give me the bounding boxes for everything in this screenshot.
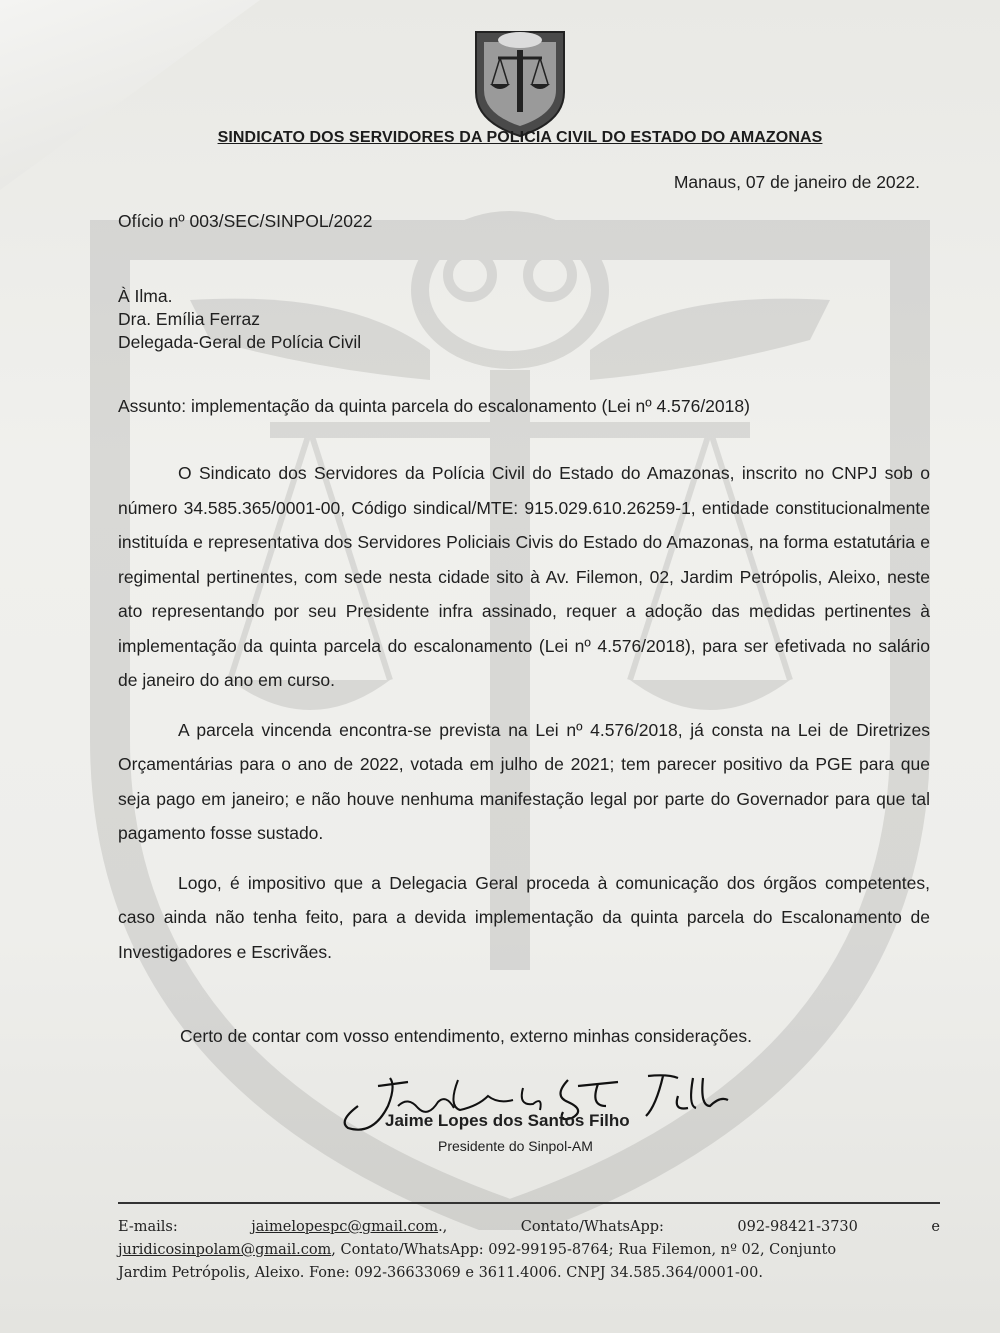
email-group: [251, 1216, 447, 1239]
phone-number: 092-98421-3730: [737, 1219, 858, 1235]
footer-line: [118, 1239, 940, 1262]
footer-line: Jardim Petrópolis, Aleixo. Fone: 092-36633069 e 3611.4006. CNPJ 34.585.364/0001-00.: [118, 1265, 763, 1281]
footer-divider: [118, 1202, 940, 1204]
addressee-line: Delegada-Geral de Polícia Civil: [118, 332, 362, 352]
signatory-name: Jaime Lopes dos Santos Filho: [385, 1111, 630, 1130]
letter-reference: Ofício nº 003/SEC/SINPOL/2022: [118, 211, 373, 231]
addressee-block: [118, 285, 361, 354]
conjunction-text: e: [931, 1219, 940, 1235]
signatory-role: Presidente do Sinpol-AM: [438, 1138, 593, 1154]
body-paragraph: A parcela vincenda encontra-se prevista na Lei nº 4.576/2018, já consta na Lei de Diretrizes Orçamentárias para o ano de 2022, votada em julho de 2021; tem parecer positivo da PGE para que seja pago em janeiro; e não houve nenhuma manifestação legal por parte do Governador para que tal pagamento fosse sustado.: [118, 719, 930, 843]
email-link[interactable]: juridicosinpolam@gmail.com: [118, 1242, 332, 1258]
body-paragraph: Logo, é impositivo que a Delegacia Geral proceda à comunicação dos órgãos competentes, caso ainda não tenha feito, para a devida implementação da quinta parcela do Escalonamento de Investigadores e Escrivães.: [118, 872, 930, 962]
letter-body: [118, 456, 930, 984]
letter-subject: Assunto: implementação da quinta parcela do escalonamento (Lei nº 4.576/2018): [118, 396, 750, 416]
emails-label: E-mails:: [118, 1219, 178, 1235]
underlying-sheet-corner: [0, 0, 260, 190]
footer-address-text: , Contato/WhatsApp: 092-99195-8764; Rua Filemon, nº 02, Conjunto: [331, 1242, 837, 1258]
footer-line: [118, 1216, 940, 1239]
addressee-line: À Ilma.: [118, 286, 173, 306]
closing-line: Certo de contar com vosso entendimento, externo minhas considerações.: [180, 1026, 752, 1046]
email-suffix: .,: [438, 1219, 448, 1235]
contact-footer: [118, 1216, 940, 1285]
letter-date: Manaus, 07 de janeiro de 2022.: [673, 172, 920, 192]
body-paragraph: O Sindicato dos Servidores da Polícia Civil do Estado do Amazonas, inscrito no CNPJ sob o número 34.585.365/0001-00, Código sindical/MTE: 915.029.610.26259-1, entidade constitucionalmente instituída e representativa dos Servidores Policiais Civis do Estado do Amazonas, na forma estatutária e regimental pertinentes, com sede nesta cidade sito à Av. Filemon, 02, Jardim Petrópolis, Aleixo, neste ato representando por seu Presidente infra assinado, requer a adoção das medidas pertinentes à implementação da quinta parcela do escalonamento (Lei nº 4.576/2018), para ser efetivada no salário de janeiro do ano em curso.: [118, 463, 930, 690]
email-link[interactable]: jaimelopespc@gmail.com: [251, 1219, 439, 1235]
union-seal-icon: [470, 22, 570, 138]
union-name-heading: SINDICATO DOS SERVIDORES DA POLICIA CIVIL DO ESTADO DO AMAZONAS: [217, 129, 823, 146]
addressee-line: Dra. Emília Ferraz: [118, 309, 260, 329]
contact-label: Contato/WhatsApp:: [520, 1219, 664, 1235]
